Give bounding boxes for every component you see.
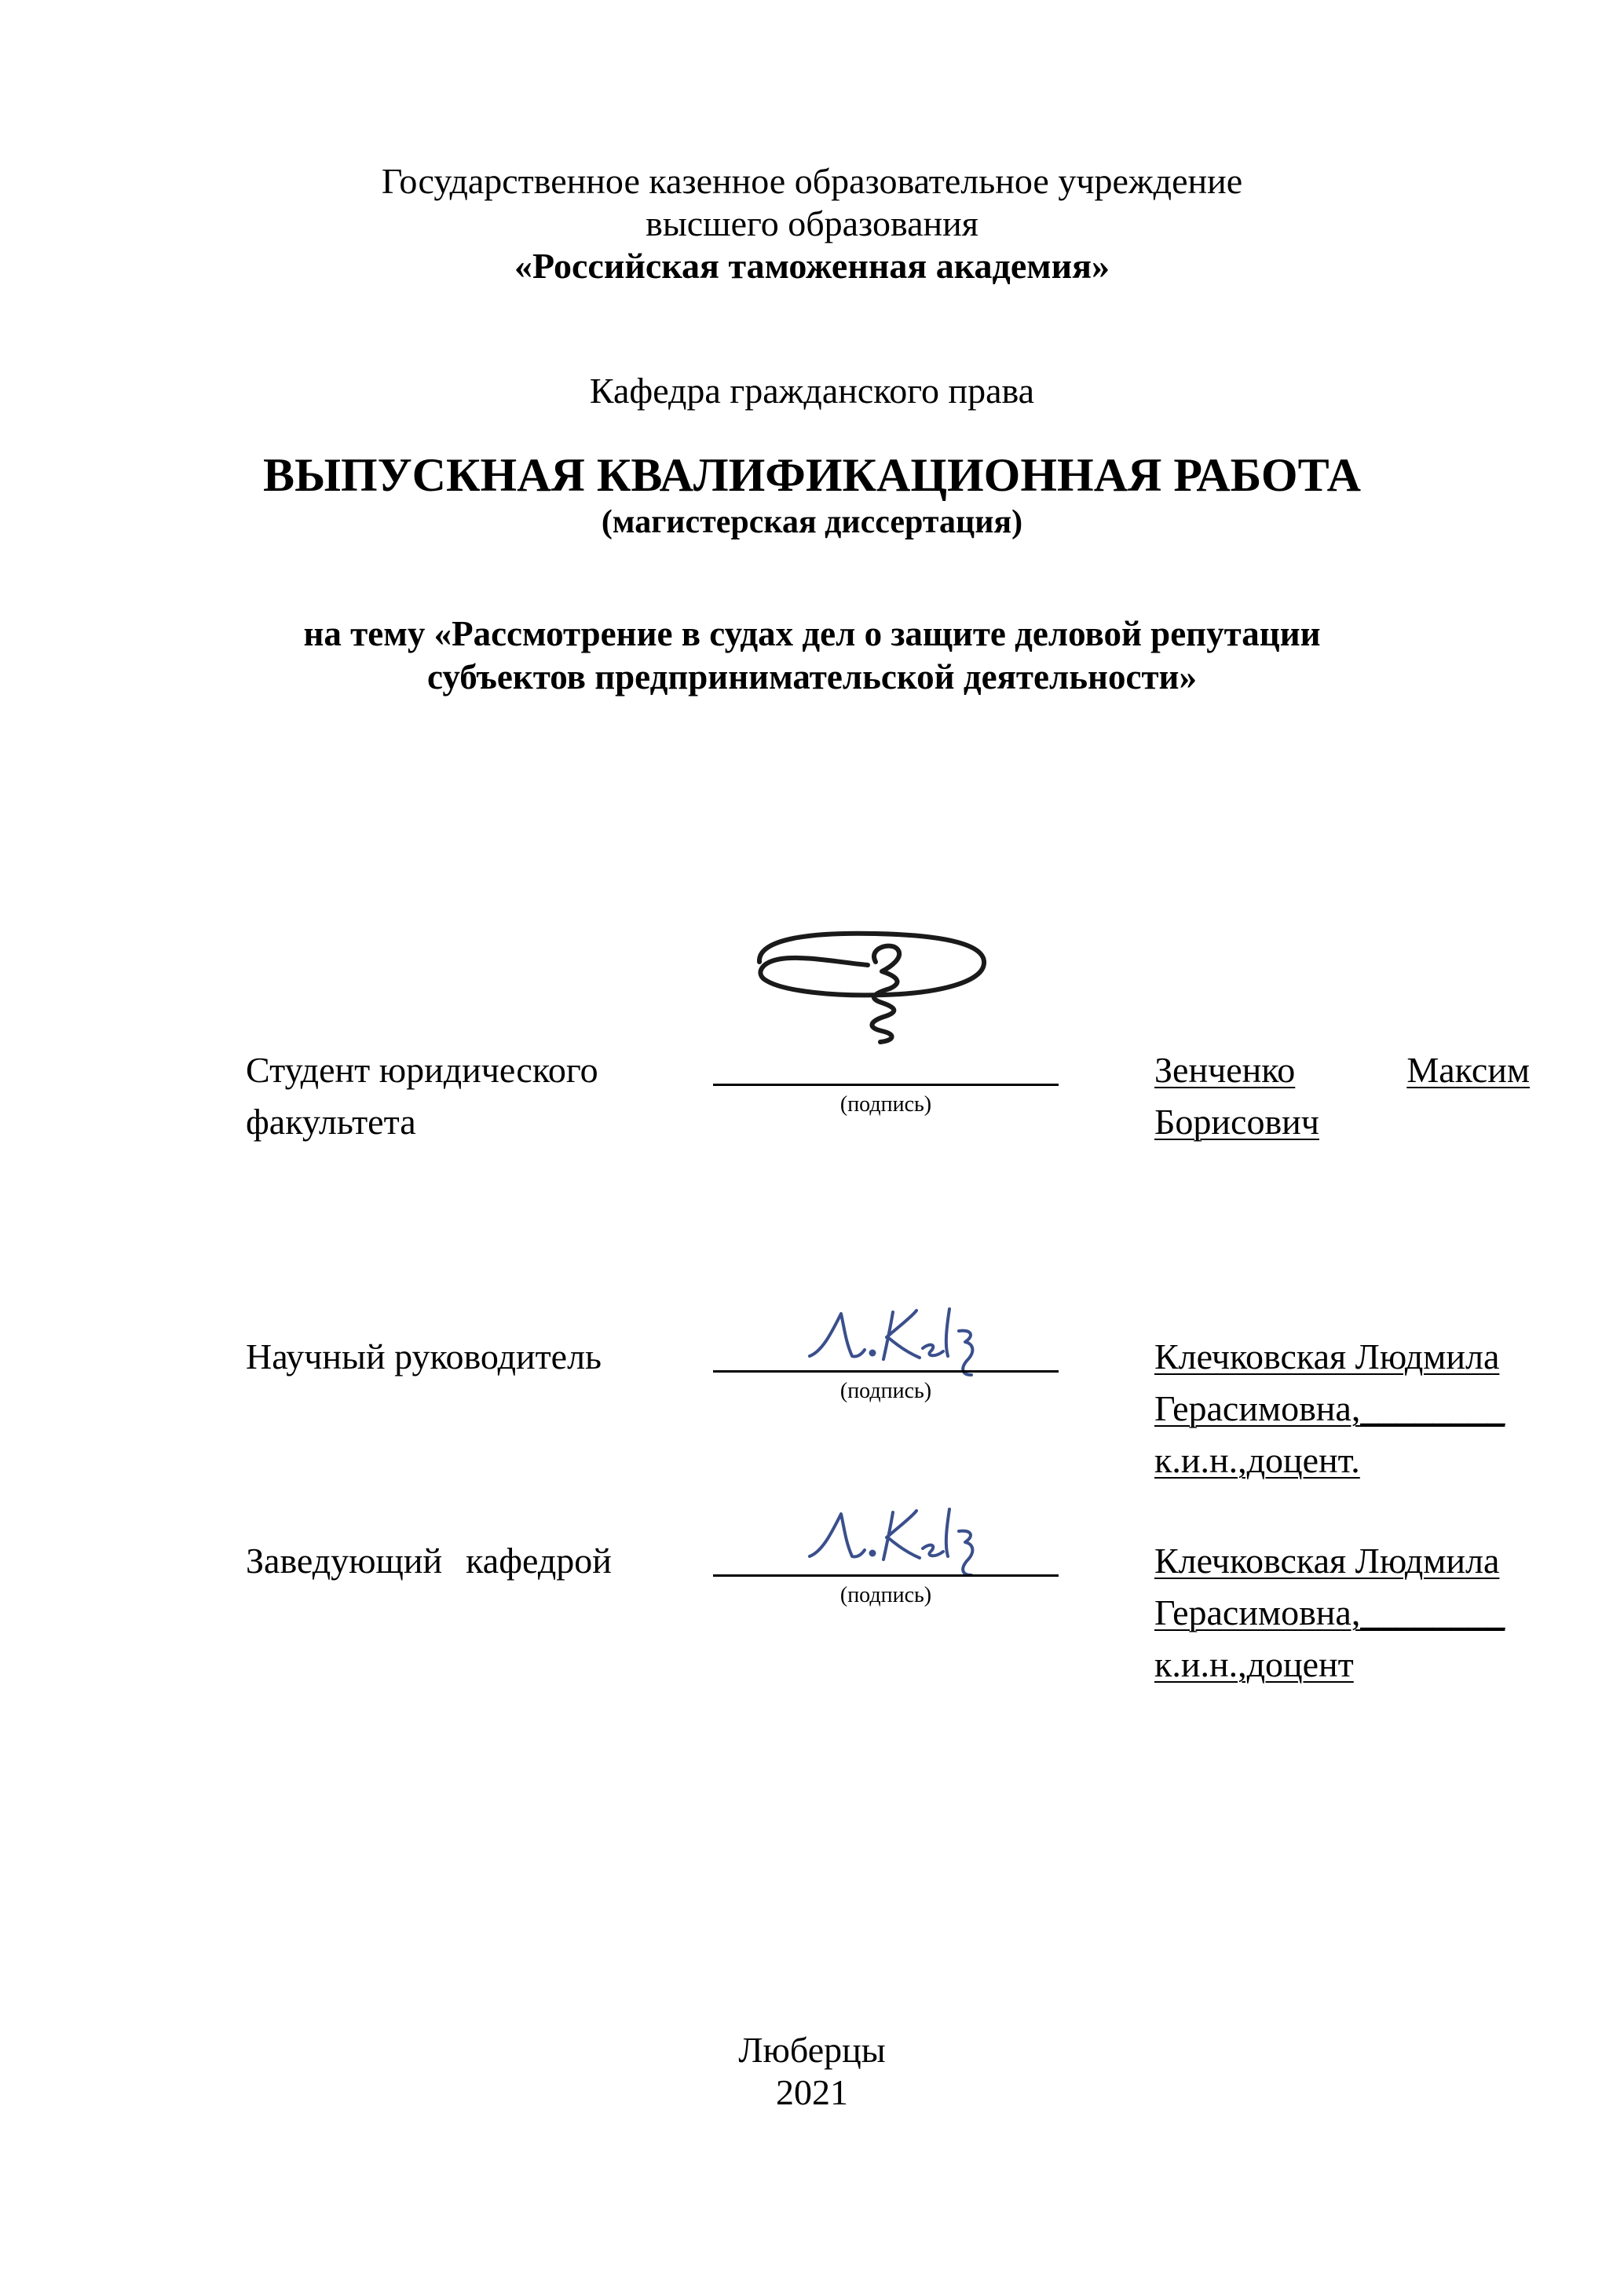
head-name (1154, 1535, 1530, 1691)
student-surname: Зенченко (1154, 1050, 1296, 1090)
supervisor-degree: к.и.н.,доцент. (1154, 1440, 1360, 1480)
head-role-word-2: кафедрой (466, 1541, 612, 1581)
student-signature-line (713, 1084, 1059, 1086)
student-name (1154, 1044, 1530, 1148)
student-role-line-1: Студент юридического (246, 1050, 598, 1090)
supervisor-name (1154, 1331, 1530, 1486)
student-patronymic: Борисович (1154, 1102, 1319, 1142)
supervisor-signature (805, 1300, 986, 1378)
supervisor-role: Научный руководитель (246, 1336, 602, 1377)
theme-line-2: субъектов предпринимательской деятельности» (426, 657, 1197, 696)
year: 2021 (776, 2072, 848, 2112)
supervisor-name-line-1: Клечковская Людмила (1154, 1336, 1500, 1377)
student-signature (750, 930, 1001, 1048)
head-name-line-2: Герасимовна,________ (1154, 1592, 1505, 1632)
student-role-line-2: факультета (246, 1102, 416, 1142)
head-role-word-1: Заведующий (246, 1541, 443, 1581)
document-title: ВЫПУСКНАЯ КВАЛИФИКАЦИОННАЯ РАБОТА (263, 449, 1361, 501)
student-signature-caption: (подпись) (839, 1092, 932, 1117)
supervisor-signature-line (713, 1370, 1059, 1373)
head-signature-caption: (подпись) (839, 1583, 932, 1607)
head-degree: к.и.н.,доцент (1154, 1644, 1354, 1684)
student-name-line-1 (1154, 1044, 1530, 1096)
student-first-name: Максим (1406, 1050, 1530, 1090)
document-subtitle: (магистерская диссертация) (601, 504, 1023, 540)
department: Кафедра гражданского права (589, 371, 1035, 411)
institution-line-2: высшего образования (646, 203, 978, 243)
city: Люберцы (738, 2030, 886, 2070)
head-name-line-1: Клечковская Людмила (1154, 1541, 1500, 1581)
institution-name: «Российская таможенная академия» (514, 246, 1110, 286)
supervisor-signature-caption: (подпись) (839, 1379, 932, 1403)
theme-line-1: на тему «Рассмотрение в судах дел о защите деловой репутации (303, 614, 1321, 653)
head-signature (805, 1500, 986, 1578)
supervisor-name-line-2: Герасимовна,________ (1154, 1388, 1505, 1428)
institution-line-1: Государственное казенное образовательное учреждение (381, 161, 1243, 201)
head-signature-line (713, 1574, 1059, 1577)
head-role (246, 1535, 612, 1587)
